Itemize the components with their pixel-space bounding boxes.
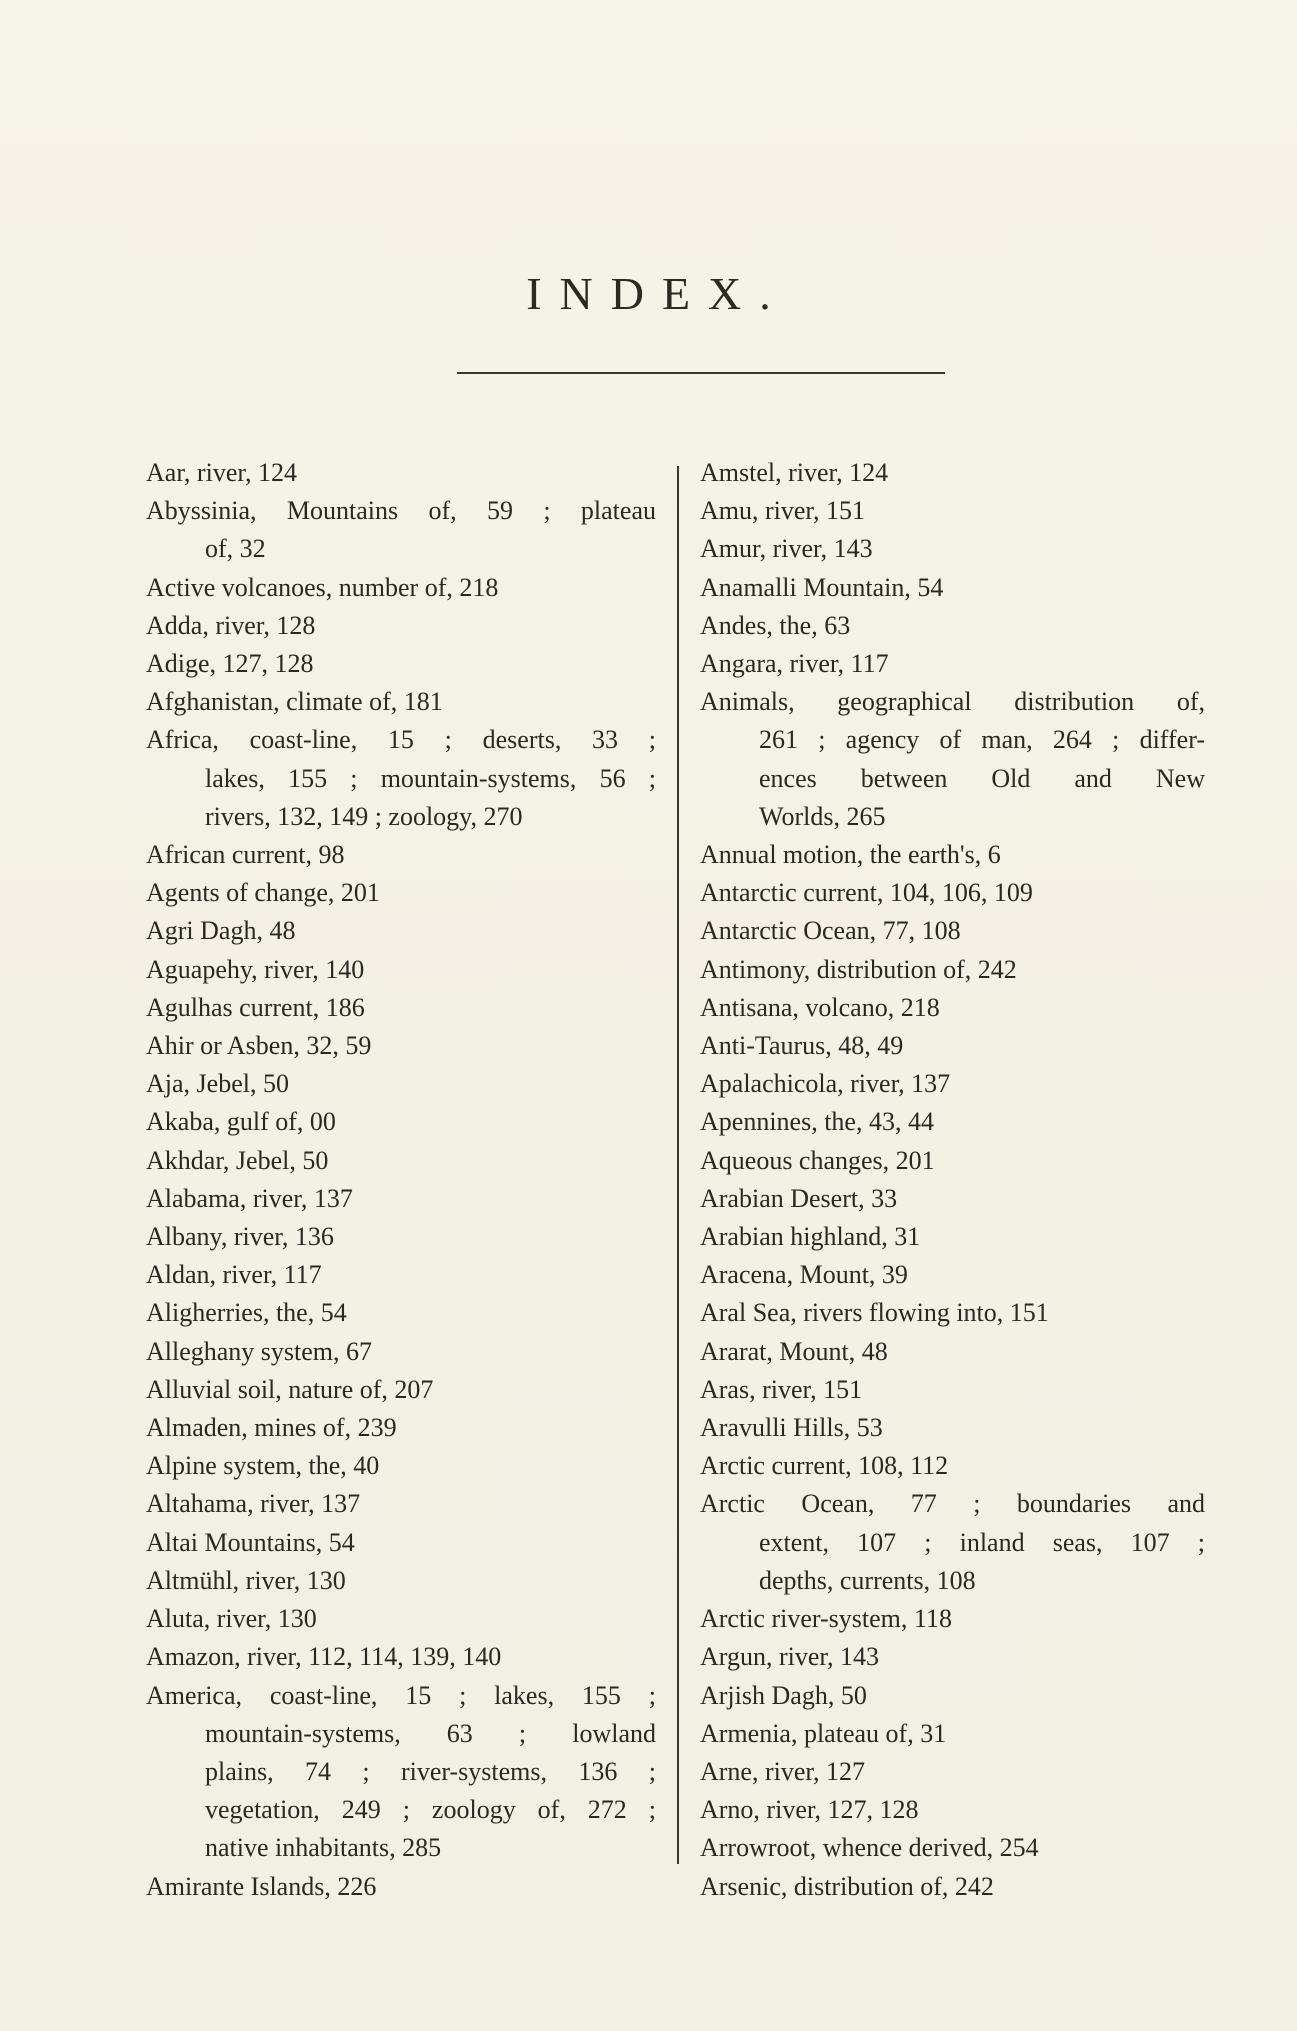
index-entry: [700, 1294, 1205, 1332]
index-entry-text: Arsenic, distribution of, 242: [700, 1871, 994, 1901]
index-entry: [700, 1600, 1205, 1638]
index-entry: [700, 912, 1205, 950]
index-entry: [700, 1829, 1205, 1867]
index-entry: [146, 569, 656, 607]
index-entry-text: Arctic current, 108, 112: [700, 1451, 949, 1481]
index-entry-text: Andes, the, 63: [700, 610, 851, 640]
index-entry: [700, 1715, 1205, 1753]
index-entry: [146, 951, 656, 989]
index-entry-continuation: native inhabitants, 285: [205, 1833, 442, 1863]
index-entry-text: Amur, river, 143: [700, 534, 873, 564]
index-entry-text: Agri Dagh, 48: [146, 916, 296, 946]
index-entry-text: Aar, river, 124: [146, 458, 297, 487]
index-entry: [700, 1180, 1205, 1218]
index-entry-continuation: mountain-systems, 63 ; lowland: [205, 1718, 656, 1748]
index-entry-text: Amirante Islands, 226: [146, 1871, 377, 1901]
index-entry-text: Apalachicola, river, 137: [700, 1069, 951, 1099]
index-entry-text: Anamalli Mountain, 54: [700, 572, 944, 602]
index-entry-text: Antimony, distribution of, 242: [700, 954, 1017, 984]
index-entry-continuation: extent, 107 ; inland seas, 107 ;: [759, 1527, 1205, 1557]
index-entry-continuation: ences between Old and New: [759, 763, 1205, 793]
index-entry-text: Alabama, river, 137: [146, 1183, 353, 1213]
index-entry: [700, 1218, 1205, 1256]
index-entry-text: Adige, 127, 128: [146, 649, 314, 679]
index-entry: [700, 1868, 1205, 1906]
index-entry: [146, 1409, 656, 1447]
index-entry-text: Afghanistan, climate of, 181: [146, 687, 443, 717]
index-entry: [146, 683, 656, 721]
index-entry-text: Albany, river, 136: [146, 1222, 334, 1252]
index-entry-text: Agulhas current, 186: [146, 992, 365, 1022]
index-entry: [146, 492, 656, 568]
index-entry: [700, 454, 1205, 492]
index-entry: [700, 1409, 1205, 1447]
index-entry: [700, 492, 1205, 530]
index-entry-text: Arjish Dagh, 50: [700, 1680, 867, 1710]
index-entry-text: Almaden, mines of, 239: [146, 1413, 397, 1443]
index-entry-text: Aral Sea, rivers flowing into, 151: [700, 1298, 1049, 1328]
index-entry-text: Arctic river-system, 118: [700, 1604, 952, 1634]
index-entry-continuation: of, 32: [205, 534, 266, 564]
index-entry-text: Arabian highland, 31: [700, 1222, 921, 1252]
index-entry-text: Aqueous changes, 201: [700, 1145, 935, 1175]
index-entry-text: Africa, coast-line, 15 ; deserts, 33 ;: [146, 725, 656, 755]
index-entry-text: Adda, river, 128: [146, 610, 316, 640]
index-entry-text: Antisana, volcano, 218: [700, 992, 940, 1022]
index-entry-text: Alleghany system, 67: [146, 1336, 373, 1366]
index-entry-text: Altahama, river, 137: [146, 1489, 361, 1519]
index-entry-continuation: Worlds, 265: [759, 801, 886, 831]
index-entry: [146, 1371, 656, 1409]
index-entry: [146, 1600, 656, 1638]
index-entry: [146, 874, 656, 912]
index-entry-text: Arctic Ocean, 77 ; boundaries and: [700, 1489, 1205, 1519]
index-entry: [700, 1103, 1205, 1141]
index-entry-text: Arne, river, 127: [700, 1756, 866, 1786]
index-entry-text: Agents of change, 201: [146, 878, 380, 908]
index-entry: [146, 1294, 656, 1332]
index-entry-text: Armenia, plateau of, 31: [700, 1718, 947, 1748]
index-entry-text: Alpine system, the, 40: [146, 1451, 380, 1481]
index-entry: [146, 1868, 656, 1906]
index-entry: [146, 1180, 656, 1218]
index-entry: [146, 1333, 656, 1371]
index-entry: [700, 1333, 1205, 1371]
index-entry: [700, 530, 1205, 568]
index-entry: [700, 874, 1205, 912]
index-entry-continuation: vegetation, 249 ; zoology of, 272 ;: [205, 1795, 656, 1825]
index-entry-text: Ahir or Asben, 32, 59: [146, 1031, 372, 1061]
index-entry: [700, 1791, 1205, 1829]
index-entry-text: Aja, Jebel, 50: [146, 1069, 289, 1099]
index-entry: [700, 1142, 1205, 1180]
index-entry: [700, 1256, 1205, 1294]
index-entry-text: Aras, river, 151: [700, 1374, 863, 1404]
title-rule: [457, 372, 945, 374]
index-entry: [700, 1027, 1205, 1065]
index-entry-text: Amstel, river, 124: [700, 458, 889, 487]
index-entry: [700, 836, 1205, 874]
index-entry-continuation: depths, currents, 108: [759, 1565, 976, 1595]
index-entry: [146, 989, 656, 1027]
index-entry: [700, 1485, 1205, 1600]
index-entry-text: Aluta, river, 130: [146, 1604, 317, 1634]
index-entry: [146, 912, 656, 950]
index-entry: [700, 645, 1205, 683]
index-entry: [146, 1677, 656, 1868]
index-entry: [700, 951, 1205, 989]
index-entry-text: Arrowroot, whence derived, 254: [700, 1833, 1039, 1863]
index-entry: [700, 989, 1205, 1027]
index-entry: [700, 569, 1205, 607]
index-entry-text: Aravulli Hills, 53: [700, 1413, 883, 1443]
index-entry-continuation: lakes, 155 ; mountain-systems, 56 ;: [205, 763, 656, 793]
index-entry-text: Antarctic current, 104, 106, 109: [700, 878, 1033, 908]
index-column-left: [146, 454, 656, 1906]
index-entry: [146, 1638, 656, 1676]
page-title: INDEX.: [526, 267, 789, 319]
index-entry: [146, 1485, 656, 1523]
index-entry-text: Amazon, river, 112, 114, 139, 140: [146, 1642, 502, 1672]
index-entry-text: Ararat, Mount, 48: [700, 1336, 888, 1366]
index-entry-text: Alluvial soil, nature of, 207: [146, 1374, 434, 1404]
index-entry: [146, 645, 656, 683]
index-entry: [146, 1562, 656, 1600]
index-entry-continuation: plains, 74 ; river-systems, 136 ;: [205, 1756, 656, 1786]
column-divider: [677, 466, 679, 1864]
index-entry: [146, 1447, 656, 1485]
index-entry-text: Akhdar, Jebel, 50: [146, 1145, 329, 1175]
index-entry-text: Altmühl, river, 130: [146, 1565, 346, 1595]
index-entry-text: Argun, river, 143: [700, 1642, 880, 1672]
index-entry-text: Aracena, Mount, 39: [700, 1260, 908, 1290]
index-entry: [700, 1447, 1205, 1485]
index-entry-text: Animals, geographical distribution of,: [700, 687, 1205, 717]
index-entry-text: America, coast-line, 15 ; lakes, 155 ;: [146, 1680, 656, 1710]
index-entry-text: Arabian Desert, 33: [700, 1183, 898, 1213]
index-column-right: [700, 454, 1205, 1906]
index-entry: [700, 607, 1205, 645]
index-entry-text: Aldan, river, 117: [146, 1260, 322, 1290]
index-entry-text: Akaba, gulf of, 00: [146, 1107, 336, 1137]
index-entry-text: Altai Mountains, 54: [146, 1527, 355, 1557]
index-entry-text: Angara, river, 117: [700, 649, 889, 679]
index-entry: [700, 1638, 1205, 1676]
index-entry-text: Anti-Taurus, 48, 49: [700, 1031, 904, 1061]
index-entry: [700, 683, 1205, 836]
index-entry: [146, 721, 656, 836]
index-entry: [700, 1677, 1205, 1715]
index-entry: [146, 607, 656, 645]
index-entry: [700, 1753, 1205, 1791]
index-entry: [146, 1142, 656, 1180]
index-entry-text: African current, 98: [146, 840, 345, 870]
index-entry-text: Abyssinia, Mountains of, 59 ; plateau: [146, 496, 656, 526]
index-entry: [146, 1027, 656, 1065]
index-entry: [146, 1065, 656, 1103]
index-entry-text: Antarctic Ocean, 77, 108: [700, 916, 961, 946]
index-entry: [146, 1103, 656, 1141]
index-entry-text: Active volcanoes, number of, 218: [146, 572, 499, 602]
index-entry: [146, 1256, 656, 1294]
index-entry: [700, 1371, 1205, 1409]
index-entry-continuation: rivers, 132, 149 ; zoology, 270: [205, 801, 523, 831]
index-entry-continuation: 261 ; agency of man, 264 ; differ-: [759, 725, 1205, 755]
index-entry: [146, 1218, 656, 1256]
index-entry-text: Aligherries, the, 54: [146, 1298, 347, 1328]
index-entry: [146, 836, 656, 874]
index-entry-text: Annual motion, the earth's, 6: [700, 840, 1001, 870]
index-entry: [146, 454, 656, 492]
index-entry-text: Aguapehy, river, 140: [146, 954, 365, 984]
index-entry-text: Amu, river, 151: [700, 496, 866, 526]
index-entry-text: Arno, river, 127, 128: [700, 1795, 919, 1825]
index-entry: [700, 1065, 1205, 1103]
index-entry: [146, 1524, 656, 1562]
index-entry-text: Apennines, the, 43, 44: [700, 1107, 934, 1137]
